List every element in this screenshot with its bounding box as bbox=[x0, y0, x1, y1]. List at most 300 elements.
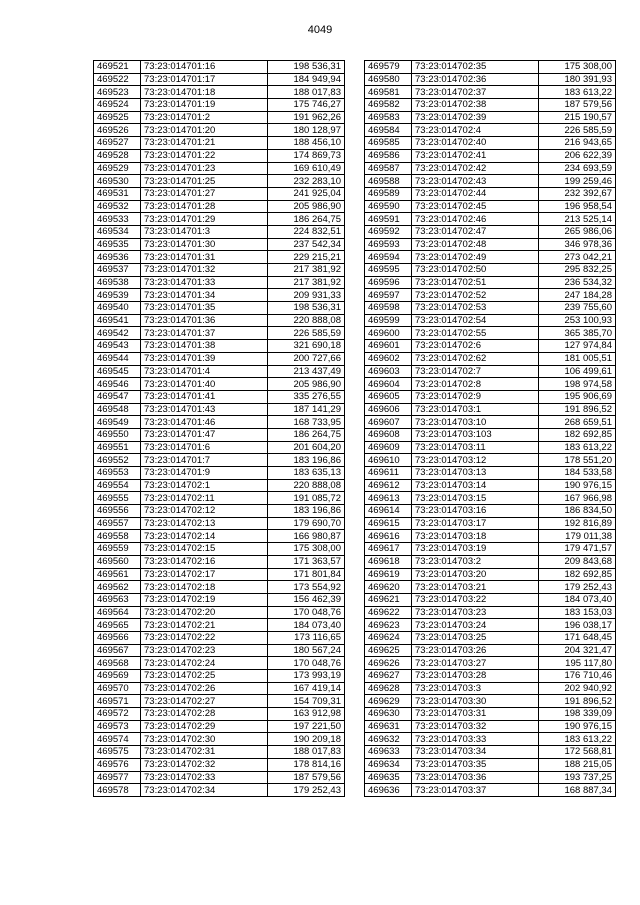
value-cell: 175 746,27 bbox=[268, 99, 345, 112]
cadastral-number-cell: 73:23:014702:18 bbox=[141, 581, 268, 594]
cadastral-number-cell: 73:23:014702:11 bbox=[141, 492, 268, 505]
cadastral-number-cell: 73:23:014701:9 bbox=[141, 467, 268, 480]
cadastral-number-cell: 73:23:014702:7 bbox=[412, 365, 539, 378]
row-number-cell: 469582 bbox=[365, 99, 412, 112]
cadastral-number-cell: 73:23:014702:55 bbox=[412, 327, 539, 340]
table-row bbox=[365, 517, 616, 530]
table-row bbox=[94, 441, 345, 454]
table-row bbox=[94, 327, 345, 340]
cadastral-number-cell: 73:23:014702:46 bbox=[412, 213, 539, 226]
table-row bbox=[94, 276, 345, 289]
row-number-cell: 469557 bbox=[94, 517, 141, 530]
value-cell: 217 381,92 bbox=[268, 264, 345, 277]
value-cell: 179 011,38 bbox=[539, 530, 616, 543]
cadastral-number-cell: 73:23:014703:36 bbox=[412, 771, 539, 784]
table-row bbox=[94, 746, 345, 759]
row-number-cell: 469521 bbox=[94, 61, 141, 74]
table-row bbox=[94, 73, 345, 86]
value-cell: 163 912,98 bbox=[268, 708, 345, 721]
value-cell: 209 843,68 bbox=[539, 555, 616, 568]
row-number-cell: 469551 bbox=[94, 441, 141, 454]
table-row bbox=[365, 225, 616, 238]
row-number-cell: 469531 bbox=[94, 187, 141, 200]
value-cell: 365 385,70 bbox=[539, 327, 616, 340]
value-cell: 180 391,93 bbox=[539, 73, 616, 86]
table-row bbox=[365, 631, 616, 644]
row-number-cell: 469595 bbox=[365, 264, 412, 277]
cadastral-number-cell: 73:23:014702:30 bbox=[141, 733, 268, 746]
row-number-cell: 469528 bbox=[94, 149, 141, 162]
value-cell: 192 816,89 bbox=[539, 517, 616, 530]
value-cell: 180 567,24 bbox=[268, 644, 345, 657]
cadastral-number-cell: 73:23:014703:12 bbox=[412, 454, 539, 467]
table-row bbox=[94, 61, 345, 74]
table-row bbox=[94, 137, 345, 150]
row-number-cell: 469568 bbox=[94, 657, 141, 670]
cadastral-number-cell: 73:23:014702:62 bbox=[412, 352, 539, 365]
row-number-cell: 469552 bbox=[94, 454, 141, 467]
cadastral-number-cell: 73:23:014701:20 bbox=[141, 124, 268, 137]
row-number-cell: 469566 bbox=[94, 631, 141, 644]
row-number-cell: 469586 bbox=[365, 149, 412, 162]
value-cell: 169 610,49 bbox=[268, 162, 345, 175]
cadastral-number-cell: 73:23:014703:14 bbox=[412, 479, 539, 492]
table-row bbox=[365, 708, 616, 721]
row-number-cell: 469594 bbox=[365, 251, 412, 264]
row-number-cell: 469621 bbox=[365, 593, 412, 606]
value-cell: 196 958,54 bbox=[539, 200, 616, 213]
table-row bbox=[365, 111, 616, 124]
table-row bbox=[94, 733, 345, 746]
cadastral-number-cell: 73:23:014702:42 bbox=[412, 162, 539, 175]
table-row bbox=[94, 708, 345, 721]
value-cell: 190 209,18 bbox=[268, 733, 345, 746]
row-number-cell: 469618 bbox=[365, 555, 412, 568]
table-row bbox=[365, 137, 616, 150]
value-cell: 183 196,86 bbox=[268, 505, 345, 518]
value-cell: 200 727,66 bbox=[268, 352, 345, 365]
table-row bbox=[365, 606, 616, 619]
row-number-cell: 469593 bbox=[365, 238, 412, 251]
cadastral-number-cell: 73:23:014703:16 bbox=[412, 505, 539, 518]
row-number-cell: 469536 bbox=[94, 251, 141, 264]
cadastral-number-cell: 73:23:014703:24 bbox=[412, 619, 539, 632]
table-row bbox=[94, 111, 345, 124]
table-row bbox=[365, 720, 616, 733]
cadastral-number-cell: 73:23:014703:28 bbox=[412, 670, 539, 683]
row-number-cell: 469627 bbox=[365, 670, 412, 683]
row-number-cell: 469538 bbox=[94, 276, 141, 289]
row-number-cell: 469601 bbox=[365, 340, 412, 353]
table-row bbox=[365, 264, 616, 277]
table-row bbox=[365, 276, 616, 289]
cadastral-number-cell: 73:23:014703:33 bbox=[412, 733, 539, 746]
cadastral-number-cell: 73:23:014701:7 bbox=[141, 454, 268, 467]
table-row bbox=[365, 644, 616, 657]
cadastral-number-cell: 73:23:014702:6 bbox=[412, 340, 539, 353]
value-cell: 168 733,95 bbox=[268, 416, 345, 429]
row-number-cell: 469548 bbox=[94, 403, 141, 416]
row-number-cell: 469603 bbox=[365, 365, 412, 378]
table-row bbox=[365, 352, 616, 365]
table-row bbox=[94, 99, 345, 112]
row-number-cell: 469559 bbox=[94, 543, 141, 556]
cadastral-number-cell: 73:23:014702:36 bbox=[412, 73, 539, 86]
cadastral-number-cell: 73:23:014701:33 bbox=[141, 276, 268, 289]
row-number-cell: 469567 bbox=[94, 644, 141, 657]
row-number-cell: 469540 bbox=[94, 302, 141, 315]
row-number-cell: 469597 bbox=[365, 289, 412, 302]
cadastral-number-cell: 73:23:014702:19 bbox=[141, 593, 268, 606]
cadastral-number-cell: 73:23:014703:18 bbox=[412, 530, 539, 543]
value-cell: 188 017,83 bbox=[268, 746, 345, 759]
value-cell: 195 906,69 bbox=[539, 390, 616, 403]
value-cell: 215 190,57 bbox=[539, 111, 616, 124]
cadastral-number-cell: 73:23:014703:3 bbox=[412, 682, 539, 695]
value-cell: 188 456,10 bbox=[268, 137, 345, 150]
row-number-cell: 469545 bbox=[94, 365, 141, 378]
cadastral-number-cell: 73:23:014701:35 bbox=[141, 302, 268, 315]
value-cell: 183 613,22 bbox=[539, 86, 616, 99]
table-row bbox=[365, 378, 616, 391]
table-row bbox=[94, 543, 345, 556]
table-row bbox=[365, 771, 616, 784]
row-number-cell: 469626 bbox=[365, 657, 412, 670]
cadastral-number-cell: 73:23:014701:23 bbox=[141, 162, 268, 175]
row-number-cell: 469553 bbox=[94, 467, 141, 480]
row-number-cell: 469608 bbox=[365, 428, 412, 441]
cadastral-number-cell: 73:23:014703:19 bbox=[412, 543, 539, 556]
table-row bbox=[94, 238, 345, 251]
cadastral-number-cell: 73:23:014701:34 bbox=[141, 289, 268, 302]
table-row bbox=[94, 352, 345, 365]
value-cell: 179 690,70 bbox=[268, 517, 345, 530]
value-cell: 198 974,58 bbox=[539, 378, 616, 391]
row-number-cell: 469544 bbox=[94, 352, 141, 365]
table-row bbox=[365, 289, 616, 302]
row-number-cell: 469580 bbox=[365, 73, 412, 86]
table-row bbox=[94, 784, 345, 797]
table-row bbox=[365, 403, 616, 416]
value-cell: 190 976,15 bbox=[539, 720, 616, 733]
value-cell: 253 100,93 bbox=[539, 314, 616, 327]
row-number-cell: 469588 bbox=[365, 175, 412, 188]
row-number-cell: 469623 bbox=[365, 619, 412, 632]
value-cell: 232 392,67 bbox=[539, 187, 616, 200]
row-number-cell: 469614 bbox=[365, 505, 412, 518]
value-cell: 184 949,94 bbox=[268, 73, 345, 86]
cadastral-number-cell: 73:23:014701:39 bbox=[141, 352, 268, 365]
table-row bbox=[365, 61, 616, 74]
table-row bbox=[365, 530, 616, 543]
cadastral-number-cell: 73:23:014702:29 bbox=[141, 720, 268, 733]
value-cell: 170 048,76 bbox=[268, 606, 345, 619]
cadastral-number-cell: 73:23:014702:31 bbox=[141, 746, 268, 759]
row-number-cell: 469616 bbox=[365, 530, 412, 543]
value-cell: 187 579,56 bbox=[539, 99, 616, 112]
value-cell: 213 525,14 bbox=[539, 213, 616, 226]
value-cell: 167 966,98 bbox=[539, 492, 616, 505]
row-number-cell: 469599 bbox=[365, 314, 412, 327]
row-number-cell: 469543 bbox=[94, 340, 141, 353]
value-cell: 183 153,03 bbox=[539, 606, 616, 619]
row-number-cell: 469587 bbox=[365, 162, 412, 175]
value-cell: 199 259,46 bbox=[539, 175, 616, 188]
value-cell: 173 116,65 bbox=[268, 631, 345, 644]
row-number-cell: 469546 bbox=[94, 378, 141, 391]
cadastral-number-cell: 73:23:014701:2 bbox=[141, 111, 268, 124]
table-row bbox=[94, 149, 345, 162]
cadastral-number-cell: 73:23:014702:33 bbox=[141, 771, 268, 784]
value-cell: 195 117,80 bbox=[539, 657, 616, 670]
value-cell: 226 585,59 bbox=[539, 124, 616, 137]
row-number-cell: 469617 bbox=[365, 543, 412, 556]
row-number-cell: 469634 bbox=[365, 758, 412, 771]
value-cell: 183 635,13 bbox=[268, 467, 345, 480]
row-number-cell: 469561 bbox=[94, 568, 141, 581]
table-row bbox=[365, 162, 616, 175]
cadastral-number-cell: 73:23:014702:49 bbox=[412, 251, 539, 264]
cadastral-number-cell: 73:23:014702:24 bbox=[141, 657, 268, 670]
value-cell: 168 887,34 bbox=[539, 784, 616, 797]
value-cell: 188 017,83 bbox=[268, 86, 345, 99]
value-cell: 191 085,72 bbox=[268, 492, 345, 505]
row-number-cell: 469522 bbox=[94, 73, 141, 86]
table-row bbox=[365, 593, 616, 606]
table-row bbox=[365, 390, 616, 403]
cadastral-number-cell: 73:23:014702:38 bbox=[412, 99, 539, 112]
value-cell: 171 801,84 bbox=[268, 568, 345, 581]
table-row bbox=[365, 314, 616, 327]
table-row bbox=[365, 149, 616, 162]
table-row bbox=[365, 505, 616, 518]
row-number-cell: 469562 bbox=[94, 581, 141, 594]
table-row bbox=[94, 695, 345, 708]
row-number-cell: 469547 bbox=[94, 390, 141, 403]
value-cell: 183 613,22 bbox=[539, 733, 616, 746]
cadastral-number-cell: 73:23:014701:21 bbox=[141, 137, 268, 150]
table-row bbox=[94, 124, 345, 137]
table-row bbox=[365, 99, 616, 112]
row-number-cell: 469555 bbox=[94, 492, 141, 505]
table-row bbox=[94, 771, 345, 784]
value-cell: 273 042,21 bbox=[539, 251, 616, 264]
value-cell: 186 264,75 bbox=[268, 213, 345, 226]
cadastral-number-cell: 73:23:014703:32 bbox=[412, 720, 539, 733]
row-number-cell: 469542 bbox=[94, 327, 141, 340]
row-number-cell: 469569 bbox=[94, 670, 141, 683]
table-row bbox=[365, 619, 616, 632]
value-cell: 216 943,65 bbox=[539, 137, 616, 150]
row-number-cell: 469589 bbox=[365, 187, 412, 200]
row-number-cell: 469633 bbox=[365, 746, 412, 759]
table-row bbox=[94, 479, 345, 492]
value-cell: 186 834,50 bbox=[539, 505, 616, 518]
cadastral-number-cell: 73:23:014703:10 bbox=[412, 416, 539, 429]
table-row bbox=[94, 606, 345, 619]
page-number: 4049 bbox=[307, 24, 333, 36]
row-number-cell: 469606 bbox=[365, 403, 412, 416]
table-row bbox=[94, 340, 345, 353]
table-row bbox=[365, 695, 616, 708]
row-number-cell: 469570 bbox=[94, 682, 141, 695]
row-number-cell: 469573 bbox=[94, 720, 141, 733]
value-cell: 174 869,73 bbox=[268, 149, 345, 162]
table-row bbox=[365, 784, 616, 797]
table-row bbox=[94, 314, 345, 327]
cadastral-number-cell: 73:23:014701:28 bbox=[141, 200, 268, 213]
table-row bbox=[94, 644, 345, 657]
value-cell: 172 568,81 bbox=[539, 746, 616, 759]
table-row bbox=[365, 479, 616, 492]
table-row bbox=[94, 720, 345, 733]
cadastral-number-cell: 73:23:014702:14 bbox=[141, 530, 268, 543]
cadastral-number-cell: 73:23:014701:3 bbox=[141, 225, 268, 238]
table-row bbox=[365, 746, 616, 759]
row-number-cell: 469625 bbox=[365, 644, 412, 657]
table-row bbox=[365, 467, 616, 480]
value-cell: 173 554,92 bbox=[268, 581, 345, 594]
cadastral-number-cell: 73:23:014701:32 bbox=[141, 264, 268, 277]
table-row bbox=[365, 454, 616, 467]
row-number-cell: 469578 bbox=[94, 784, 141, 797]
value-cell: 226 585,59 bbox=[268, 327, 345, 340]
cadastral-number-cell: 73:23:014702:40 bbox=[412, 137, 539, 150]
row-number-cell: 469624 bbox=[365, 631, 412, 644]
table-row bbox=[94, 517, 345, 530]
table-row bbox=[94, 619, 345, 632]
table-row bbox=[94, 505, 345, 518]
cadastral-number-cell: 73:23:014703:34 bbox=[412, 746, 539, 759]
cadastral-number-cell: 73:23:014702:25 bbox=[141, 670, 268, 683]
row-number-cell: 469619 bbox=[365, 568, 412, 581]
table-row bbox=[94, 555, 345, 568]
table-row bbox=[94, 428, 345, 441]
value-cell: 154 709,31 bbox=[268, 695, 345, 708]
value-cell: 191 896,52 bbox=[539, 695, 616, 708]
row-number-cell: 469620 bbox=[365, 581, 412, 594]
cadastral-number-cell: 73:23:014702:13 bbox=[141, 517, 268, 530]
cadastral-number-cell: 73:23:014702:32 bbox=[141, 758, 268, 771]
row-number-cell: 469622 bbox=[365, 606, 412, 619]
value-cell: 187 579,56 bbox=[268, 771, 345, 784]
table-row bbox=[94, 657, 345, 670]
cadastral-number-cell: 73:23:014702:23 bbox=[141, 644, 268, 657]
row-number-cell: 469556 bbox=[94, 505, 141, 518]
table-row bbox=[365, 428, 616, 441]
value-cell: 205 986,90 bbox=[268, 378, 345, 391]
row-number-cell: 469631 bbox=[365, 720, 412, 733]
cadastral-number-cell: 73:23:014701:36 bbox=[141, 314, 268, 327]
table-row bbox=[365, 302, 616, 315]
row-number-cell: 469602 bbox=[365, 352, 412, 365]
table-row bbox=[365, 365, 616, 378]
cadastral-number-cell: 73:23:014701:29 bbox=[141, 213, 268, 226]
table-row bbox=[94, 213, 345, 226]
cadastral-number-cell: 73:23:014703:15 bbox=[412, 492, 539, 505]
table-row bbox=[94, 670, 345, 683]
value-cell: 229 215,21 bbox=[268, 251, 345, 264]
value-cell: 167 419,14 bbox=[268, 682, 345, 695]
value-cell: 237 542,34 bbox=[268, 238, 345, 251]
row-number-cell: 469529 bbox=[94, 162, 141, 175]
row-number-cell: 469630 bbox=[365, 708, 412, 721]
row-number-cell: 469615 bbox=[365, 517, 412, 530]
left-table bbox=[93, 60, 345, 797]
value-cell: 180 128,97 bbox=[268, 124, 345, 137]
value-cell: 209 931,33 bbox=[268, 289, 345, 302]
row-number-cell: 469605 bbox=[365, 390, 412, 403]
table-row bbox=[94, 758, 345, 771]
row-number-cell: 469590 bbox=[365, 200, 412, 213]
table-row bbox=[94, 467, 345, 480]
table-row bbox=[94, 390, 345, 403]
value-cell: 184 073,40 bbox=[539, 593, 616, 606]
cadastral-number-cell: 73:23:014702:52 bbox=[412, 289, 539, 302]
table-row bbox=[365, 187, 616, 200]
table-row bbox=[94, 200, 345, 213]
value-cell: 234 693,59 bbox=[539, 162, 616, 175]
cadastral-number-cell: 73:23:014701:18 bbox=[141, 86, 268, 99]
value-cell: 204 321,47 bbox=[539, 644, 616, 657]
row-number-cell: 469530 bbox=[94, 175, 141, 188]
value-cell: 182 692,85 bbox=[539, 568, 616, 581]
cadastral-number-cell: 73:23:014702:45 bbox=[412, 200, 539, 213]
value-cell: 213 437,49 bbox=[268, 365, 345, 378]
cadastral-number-cell: 73:23:014703:37 bbox=[412, 784, 539, 797]
row-number-cell: 469574 bbox=[94, 733, 141, 746]
row-number-cell: 469600 bbox=[365, 327, 412, 340]
row-number-cell: 469526 bbox=[94, 124, 141, 137]
table-row bbox=[365, 543, 616, 556]
value-cell: 171 648,45 bbox=[539, 631, 616, 644]
cadastral-number-cell: 73:23:014702:44 bbox=[412, 187, 539, 200]
cadastral-number-cell: 73:23:014703:25 bbox=[412, 631, 539, 644]
value-cell: 175 308,00 bbox=[539, 61, 616, 74]
value-cell: 346 978,36 bbox=[539, 238, 616, 251]
row-number-cell: 469584 bbox=[365, 124, 412, 137]
value-cell: 179 252,43 bbox=[539, 581, 616, 594]
cadastral-number-cell: 73:23:014702:15 bbox=[141, 543, 268, 556]
table-row bbox=[365, 86, 616, 99]
value-cell: 202 940,92 bbox=[539, 682, 616, 695]
cadastral-number-cell: 73:23:014701:19 bbox=[141, 99, 268, 112]
cadastral-number-cell: 73:23:014702:48 bbox=[412, 238, 539, 251]
table-row bbox=[94, 492, 345, 505]
value-cell: 178 551,20 bbox=[539, 454, 616, 467]
row-number-cell: 469535 bbox=[94, 238, 141, 251]
value-cell: 198 536,31 bbox=[268, 302, 345, 315]
table-row bbox=[365, 327, 616, 340]
row-number-cell: 469583 bbox=[365, 111, 412, 124]
table-row bbox=[365, 238, 616, 251]
row-number-cell: 469572 bbox=[94, 708, 141, 721]
row-number-cell: 469558 bbox=[94, 530, 141, 543]
value-cell: 220 888,08 bbox=[268, 314, 345, 327]
cadastral-number-cell: 73:23:014702:47 bbox=[412, 225, 539, 238]
table-row bbox=[365, 657, 616, 670]
row-number-cell: 469554 bbox=[94, 479, 141, 492]
row-number-cell: 469524 bbox=[94, 99, 141, 112]
value-cell: 184 073,40 bbox=[268, 619, 345, 632]
row-number-cell: 469581 bbox=[365, 86, 412, 99]
cadastral-number-cell: 73:23:014702:8 bbox=[412, 378, 539, 391]
table-row bbox=[94, 86, 345, 99]
cadastral-number-cell: 73:23:014702:4 bbox=[412, 124, 539, 137]
cadastral-number-cell: 73:23:014702:27 bbox=[141, 695, 268, 708]
value-cell: 198 339,09 bbox=[539, 708, 616, 721]
table-row bbox=[365, 340, 616, 353]
